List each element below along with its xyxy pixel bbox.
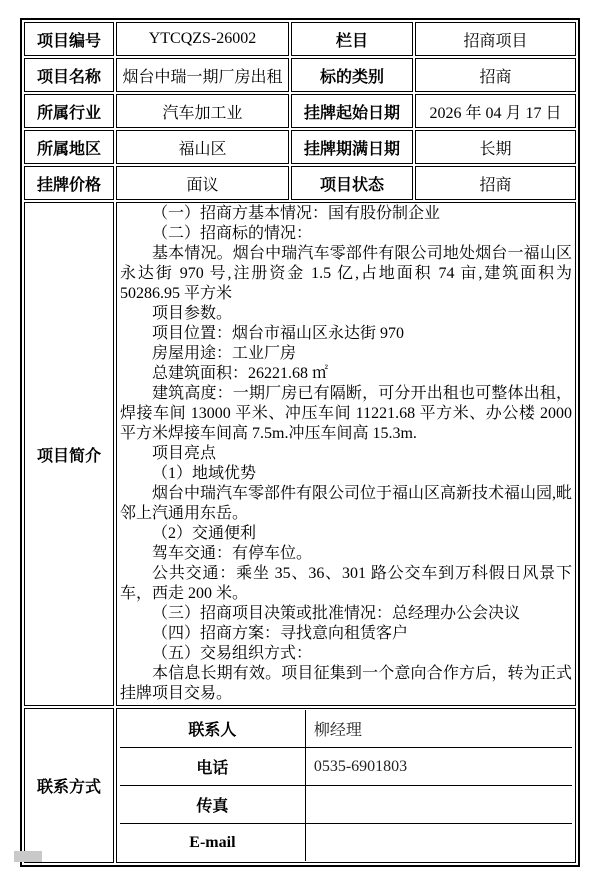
contact-rows xyxy=(120,710,572,861)
contact-row-value xyxy=(305,786,572,824)
info-label-left: 项目编号 xyxy=(24,22,114,56)
intro-paragraph: 驾车交通：有停车位。 xyxy=(152,545,313,562)
contact-row-value xyxy=(305,824,572,862)
project-intro-row xyxy=(24,202,576,706)
project-intro-paragraphs xyxy=(120,204,572,704)
info-row xyxy=(24,130,576,164)
info-value-left: 汽车加工业 xyxy=(116,94,289,128)
contact-table-cell xyxy=(116,708,576,863)
contact-section-label: 联系方式 xyxy=(24,708,114,863)
info-value-left: 面议 xyxy=(116,166,289,200)
project-listing-table xyxy=(20,18,580,867)
bottom-left-gray-marker xyxy=(14,851,42,862)
contact-section-row xyxy=(24,708,576,863)
info-label-right: 挂牌起始日期 xyxy=(291,94,413,128)
info-label-right: 栏目 xyxy=(291,22,413,56)
contact-row-value: 0535-6901803 xyxy=(305,748,572,786)
intro-paragraph: 基本情况。烟台中瑞汽车零部件有限公司地处烟台一福山区永达街 970 号,注册资金 1.5 亿,占地面积 74 亩,建筑面积为 50286.95 平方米 xyxy=(120,245,572,302)
contact-row-label: E-mail xyxy=(120,824,305,862)
intro-paragraph: （2）交通便利 xyxy=(152,525,257,542)
intro-paragraph: 本信息长期有效。项目征集到一个意向合作方后，转为正式挂牌项目交易。 xyxy=(120,665,572,702)
intro-paragraph: 公共交通：乘坐 35、36、301 路公交车到万科假日风景下车，西走 200 米。 xyxy=(120,565,572,602)
intro-paragraph: 项目亮点 xyxy=(152,445,217,462)
info-value-right: 招商项目 xyxy=(415,22,576,56)
contact-row-label: 电话 xyxy=(120,748,305,786)
intro-paragraph: （二）招商标的情况： xyxy=(152,225,313,242)
info-label-left: 挂牌价格 xyxy=(24,166,114,200)
contact-row xyxy=(120,786,572,824)
project-intro-label: 项目简介 xyxy=(24,202,114,706)
intro-paragraph: （三）招商项目决策或批准情况：总经理办公会决议 xyxy=(152,605,521,622)
info-row xyxy=(24,58,576,92)
info-value-right: 长期 xyxy=(415,130,576,164)
info-row xyxy=(24,166,576,200)
intro-paragraph: （1）地域优势 xyxy=(152,465,257,482)
intro-paragraph: 项目参数。 xyxy=(152,305,233,322)
info-value-left: 烟台中瑞一期厂房出租 xyxy=(116,58,289,92)
contact-row-label: 联系人 xyxy=(120,710,305,748)
intro-paragraph: （五）交易组织方式： xyxy=(152,645,313,662)
project-intro-text-cell xyxy=(116,202,576,706)
info-row xyxy=(24,22,576,56)
contact-table xyxy=(120,710,572,861)
info-label-left: 项目名称 xyxy=(24,58,114,92)
contact-row xyxy=(120,710,572,748)
contact-row-label: 传真 xyxy=(120,786,305,824)
contact-row xyxy=(120,824,572,862)
info-label-left: 所属地区 xyxy=(24,130,114,164)
info-value-right: 招商 xyxy=(415,58,576,92)
intro-paragraph: 项目位置：烟台市福山区永达街 970 xyxy=(152,325,405,342)
info-value-left: YTCQZS-26002 xyxy=(116,22,289,56)
intro-paragraph: 房屋用途：工业厂房 xyxy=(152,345,297,362)
info-label-right: 项目状态 xyxy=(291,166,413,200)
info-value-right: 招商 xyxy=(415,166,576,200)
info-value-right: 2026 年 04 月 17 日 xyxy=(415,94,576,128)
intro-paragraph: （一）招商方基本情况：国有股份制企业 xyxy=(152,205,441,222)
info-label-right: 标的类别 xyxy=(291,58,413,92)
info-row xyxy=(24,94,576,128)
info-label-left: 所属行业 xyxy=(24,94,114,128)
contact-row-value: 柳经理 xyxy=(305,710,572,748)
info-value-left: 福山区 xyxy=(116,130,289,164)
info-rows xyxy=(24,22,576,200)
contact-row xyxy=(120,748,572,786)
info-label-right: 挂牌期满日期 xyxy=(291,130,413,164)
intro-paragraph: 建筑高度：一期厂房已有隔断，可分开出租也可整体出租，焊接车间 13000 平米、冲压车间 11221.68 平方米、办公楼 2000 平方米焊接车间高 7.5m.冲压车间高 15.3m. xyxy=(120,385,572,442)
intro-paragraph: （四）招商方案：寻找意向租赁客户 xyxy=(152,625,409,642)
intro-paragraph: 总建筑面积：26221.68 ㎡ xyxy=(152,365,329,382)
intro-paragraph: 烟台中瑞汽车零部件有限公司位于福山区高新技术福山园,毗邻上汽通用东岳。 xyxy=(120,485,573,522)
